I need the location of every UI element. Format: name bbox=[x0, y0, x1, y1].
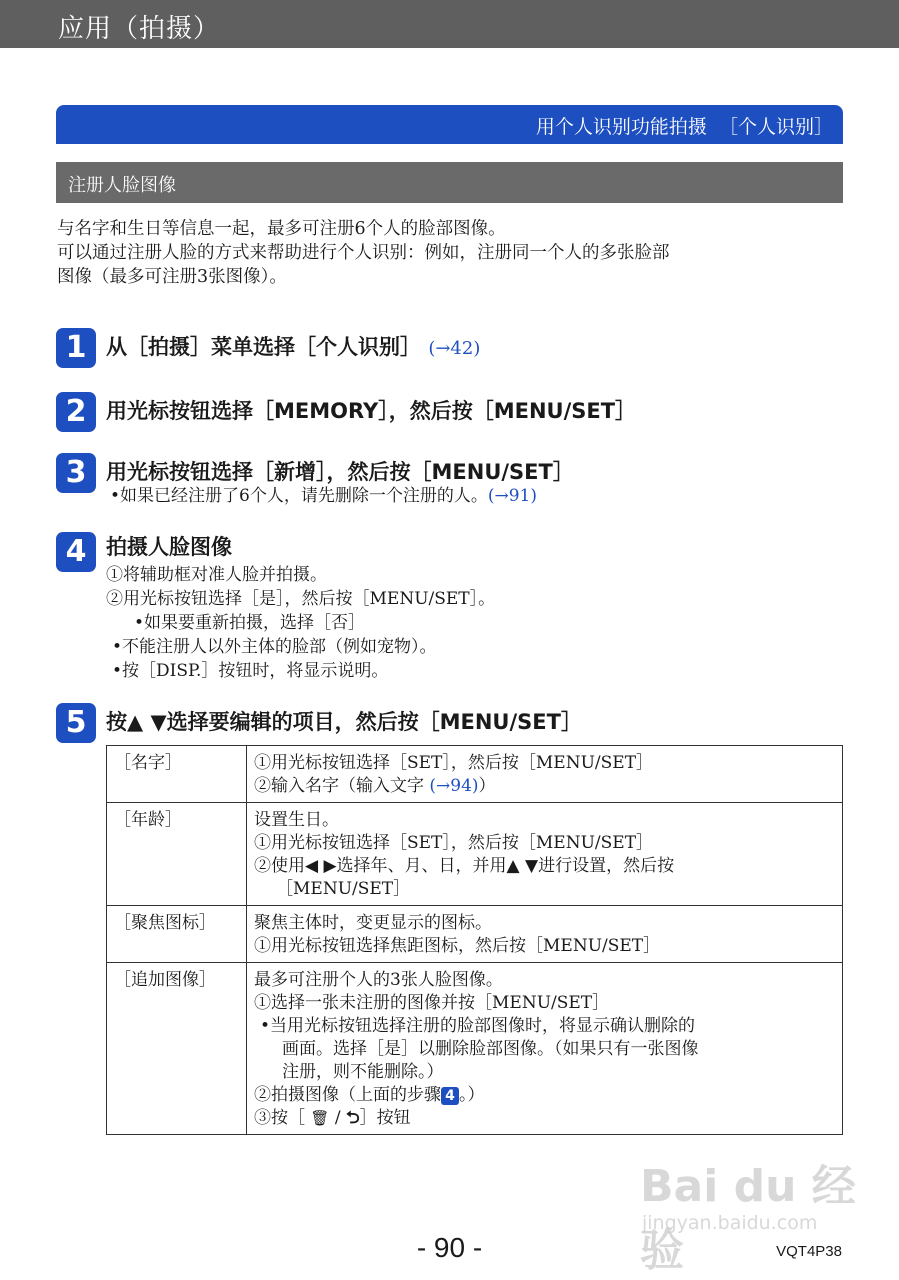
desc-line bbox=[254, 1107, 836, 1130]
desc-line: ①用光标按钮选择［SET］，然后按［MENU/SET］ bbox=[254, 753, 654, 773]
step-note-text: •如果已经注册了6个人，请先删除一个注册的人。 bbox=[110, 486, 488, 506]
desc-line: 设置生日。 bbox=[254, 810, 339, 830]
step-title: 拍摄人脸图像 bbox=[106, 535, 232, 559]
desc-line: 注册，则不能删除。） bbox=[282, 1062, 444, 1082]
desc-line bbox=[254, 775, 836, 798]
table-row bbox=[107, 963, 843, 1135]
option-key: ［年龄］ bbox=[107, 803, 247, 906]
desc-line: ②使用◀ ▶选择年、月、日，并用▲ ▼进行设置，然后按 bbox=[254, 856, 675, 876]
desc-line: ①用光标按钮选择［SET］，然后按［MENU/SET］ bbox=[254, 833, 654, 853]
desc-line: •当用光标按钮选择注册的脸部图像时，将显示确认删除的 bbox=[260, 1016, 696, 1036]
step-detail-line: ②用光标按钮选择［是］，然后按［MENU/SET］。 bbox=[106, 589, 496, 609]
top-header-bar bbox=[0, 0, 899, 48]
watermark-url: jingyan.baidu.com bbox=[642, 1212, 818, 1234]
page-reference-link[interactable]: (→94) bbox=[429, 776, 479, 796]
option-description bbox=[247, 746, 843, 803]
desc-line: ［MENU/SET］ bbox=[276, 879, 411, 899]
desc-line bbox=[254, 1084, 836, 1107]
table-row bbox=[107, 746, 843, 803]
step-detail-line: •不能注册人以外主体的脸部（例如宠物）。 bbox=[112, 637, 437, 657]
step-note bbox=[110, 485, 537, 508]
page-number: - 90 - bbox=[416, 1232, 483, 1263]
desc-text: ②拍摄图像（上面的步骤 bbox=[254, 1085, 441, 1105]
page-reference-link[interactable]: (→42) bbox=[428, 338, 481, 359]
document-code: VQT4P38 bbox=[776, 1243, 842, 1260]
step-number-badge: 2 bbox=[56, 392, 96, 432]
step-title: 按▲ ▼选择要编辑的项目，然后按［MENU/SET］ bbox=[106, 710, 582, 734]
option-description bbox=[247, 906, 843, 963]
subsection-heading: 注册人脸图像 bbox=[68, 175, 176, 196]
option-key: ［名字］ bbox=[107, 746, 247, 803]
desc-line: 画面。选择［是］以删除脸部图像。（如果只有一张图像 bbox=[282, 1039, 699, 1059]
step-title: 用光标按钮选择［新增］，然后按［MENU/SET］ bbox=[106, 460, 574, 484]
topic-banner-title: 用个人识别功能拍摄 ［个人识别］ bbox=[535, 116, 833, 138]
intro-line: 与名字和生日等信息一起，最多可注册6个人的脸部图像。 bbox=[57, 219, 506, 239]
subsection-bar bbox=[56, 162, 843, 203]
back-icon: ⮌ bbox=[346, 1108, 360, 1128]
option-key: ［追加图像］ bbox=[107, 963, 247, 1135]
step-number-badge: 1 bbox=[56, 328, 96, 368]
desc-line: ①选择一张未注册的图像并按［MENU/SET］ bbox=[254, 993, 610, 1013]
step-title bbox=[106, 331, 480, 361]
desc-text: / bbox=[329, 1108, 346, 1128]
desc-text: ］按钮 bbox=[359, 1108, 411, 1128]
table-row bbox=[107, 803, 843, 906]
topic-banner bbox=[56, 105, 843, 144]
step-number-badge: 4 bbox=[56, 532, 96, 572]
step-detail-line: •按［DISP.］按钮时，将显示说明。 bbox=[112, 661, 389, 681]
step-number-badge: 3 bbox=[56, 453, 96, 493]
option-description bbox=[247, 803, 843, 906]
desc-text: ） bbox=[478, 776, 496, 796]
options-table bbox=[106, 745, 843, 1135]
intro-line: 图像（最多可注册3张图像）。 bbox=[57, 267, 287, 287]
step-number-badge: 5 bbox=[56, 703, 96, 743]
step-detail-line: •如果要重新拍摄，选择［否］ bbox=[134, 613, 366, 633]
desc-text: 。） bbox=[459, 1085, 485, 1105]
delete-icon: 🗑 bbox=[310, 1109, 330, 1127]
desc-line: 最多可注册个人的3张人脸图像。 bbox=[254, 970, 503, 990]
table-row bbox=[107, 906, 843, 963]
watermark-logo: Bai du 经验 bbox=[640, 1161, 856, 1276]
step-title-text: 从［拍摄］菜单选择［个人识别］ bbox=[106, 335, 421, 359]
desc-text: ③按［ bbox=[254, 1108, 311, 1128]
intro-line: 可以通过注册人脸的方式来帮助进行个人识别：例如，注册同一个人的多张脸部 bbox=[57, 243, 670, 263]
step-4-badge: 4 bbox=[441, 1087, 459, 1105]
desc-line: 聚焦主体时，变更显示的图标。 bbox=[254, 913, 492, 933]
desc-text: ②输入名字（输入文字 bbox=[254, 776, 430, 796]
step-detail-line: ①将辅助框对准人脸并拍摄。 bbox=[106, 565, 327, 585]
option-key: ［聚焦图标］ bbox=[107, 906, 247, 963]
option-description bbox=[247, 963, 843, 1135]
intro-paragraph bbox=[57, 217, 847, 289]
desc-line: ①用光标按钮选择焦距图标，然后按［MENU/SET］ bbox=[254, 936, 661, 956]
page-reference-link[interactable]: (→91) bbox=[487, 486, 537, 506]
section-title: 应用（拍摄） bbox=[58, 14, 221, 44]
step-title: 用光标按钮选择［MEMORY］，然后按［MENU/SET］ bbox=[106, 399, 637, 423]
